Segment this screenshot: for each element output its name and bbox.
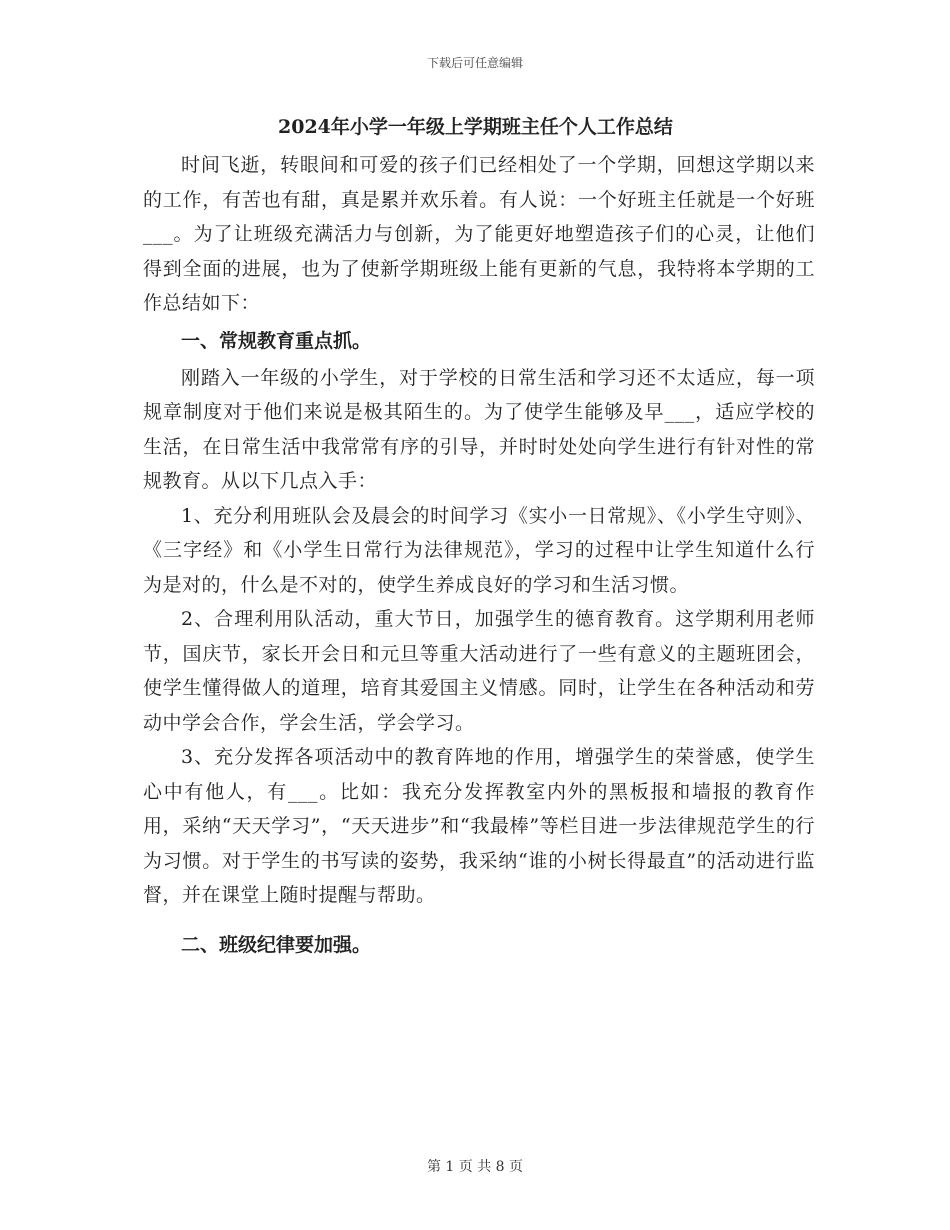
list-item-2: 2、合理利用队活动，重大节日，加强学生的德育教育。这学期利用老师节，国庆节，家长开会日和元旦等重大活动进行了一些有意义的主题班团会，使学生懂得做人的道理，培育其爱国主义情感。同时，让学生在各种活动和劳动中学会合作，学会生活，学会学习。 — [143, 608, 815, 734]
list-item-3: 3、充分发挥各项活动中的教育阵地的作用，增强学生的荣誉感，使学生心中有他人，有___。比如：我充分发挥教室内外的黑板报和墙报的教育作用，采纳“天天学习”，“天天进步”和“我最棒”等栏目进一步法律规范学生的行为习惯。对于学生的书写读的姿势，我采纳“谁的小树长得最直”的活动进行监督，并在课堂上随时提醒与帮助。 — [143, 746, 815, 906]
document-body — [143, 110, 815, 965]
section1-intro-paragraph: 刚踏入一年级的小学生，对于学校的日常生活和学习还不太适应，每一项规章制度对于他们来说是极其陌生的。为了使学生能够及早___，适应学校的生活，在日常生活中我常常有序的引导，并时时处处向学生进行有针对性的常规教育。从以下几点入手： — [143, 366, 815, 492]
document-title: 2024年小学一年级上学期班主任个人工作总结 — [278, 116, 673, 138]
page-header-note: 下载后可任意编辑 — [426, 56, 523, 70]
page-number: 第 1 页 共 8 页 — [426, 1159, 524, 1175]
list-item-1: 1、充分利用班队会及晨会的时间学习《实小一日常规》、《小学生守则》、《三字经》和《小学生日常行为法律规范》，学习的过程中让学生知道什么行为是对的，什么是不对的，使学生养成良好的学习和生活习惯。 — [143, 504, 815, 596]
section-heading-2: 二、班级纪律要加强。 — [181, 933, 372, 956]
section-heading-1: 一、常规教育重点抓。 — [181, 329, 372, 352]
intro-paragraph: 时间飞逝，转眼间和可爱的孩子们已经相处了一个学期，回想这学期以来的工作，有苦也有甜，真是累并欢乐着。有人说：一个好班主任就是一个好班___。为了让班级充满活力与创新，为了能更好地塑造孩子们的心灵，让他们得到全面的进展，也为了使新学期班级上能有更新的气息，我特将本学期的工作总结如下： — [143, 154, 815, 314]
